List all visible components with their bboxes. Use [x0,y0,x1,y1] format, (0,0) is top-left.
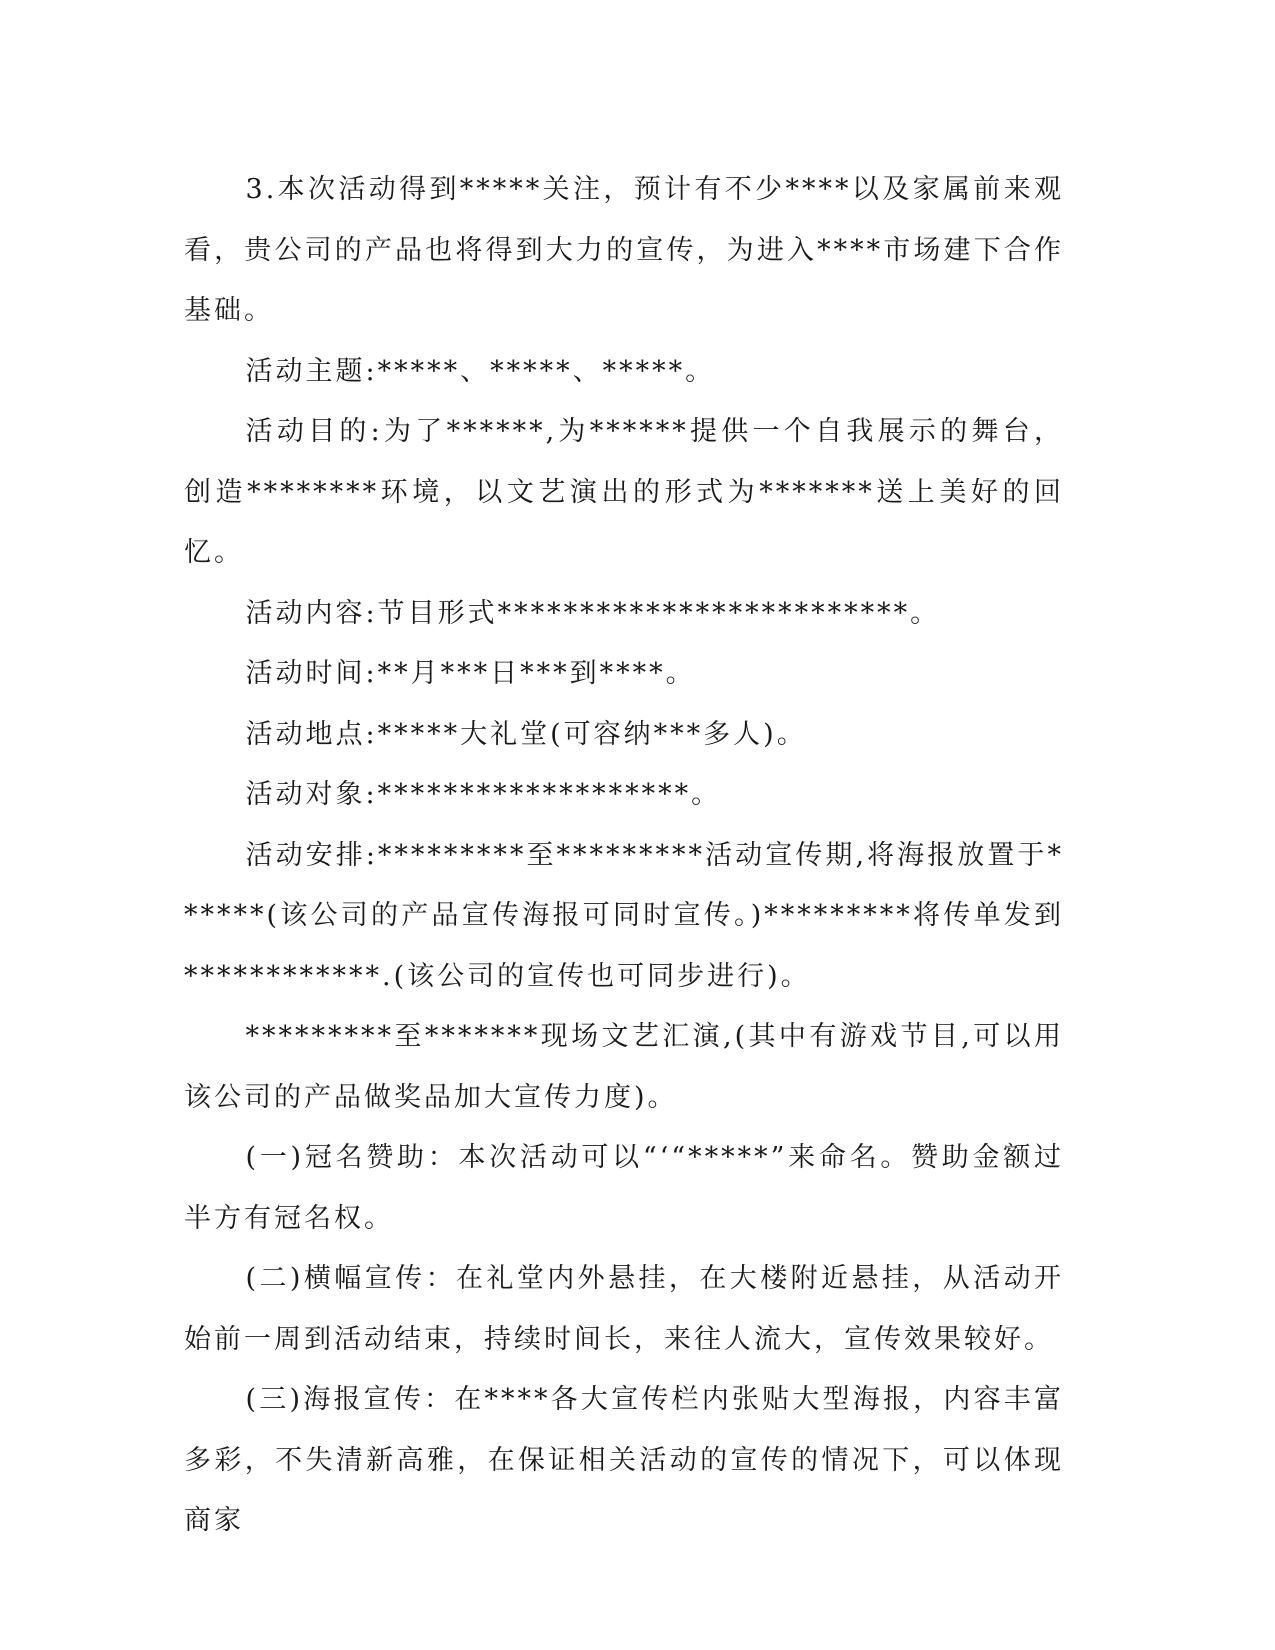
paragraph-performance: *********至*******现场文艺汇演,(其中有游戏节目,可以用该公司的产品做奖品加大宣传力度)。 [184,1021,1064,1113]
paragraph-content: 活动内容:节目形式*************************。 [245,597,941,629]
paragraph-audience: 活动对象:*******************。 [245,779,722,810]
paragraph-poster-promotion: (三)海报宣传：在****各大宣传栏内张贴大型海报，内容丰富多彩，不失清新高雅，在保证相关活动的宣传的情况下，可以体现商家 [184,1384,1064,1536]
paragraph-theme: 活动主题:*****、*****、*****。 [245,355,716,387]
paragraph-banner-promotion: (二)横幅宣传：在礼堂内外悬挂，在大楼附近悬挂，从活动开始前一周到活动结束，持续时间长，来往人流大，宣传效果较好。 [184,1263,1064,1355]
paragraph-purpose: 活动目的:为了******,为******提供一个自我展示的舞台，创造********环境，以文艺演出的形式为*******送上美好的回忆。 [184,416,1064,568]
paragraph-time: 活动时间:**月***日***到****。 [245,658,696,689]
document-body [184,160,1064,1552]
paragraph-schedule: 活动安排:*********至*********活动宣传期,将海报放置于******(该公司的产品宣传海报可同时宣传。)*********将传单发到************.(该公司的宣传也可同步进行)。 [184,839,1064,992]
paragraph-title-sponsorship: (一)冠名赞助：本次活动可以“‘“*****”来命名。赞助金额过半方有冠名权。 [184,1142,1064,1234]
paragraph-intro-benefit: 3.本次活动得到*****关注，预计有不少****以及家属前来观看，贵公司的产品也将得到大力的宣传，为进入****市场建下合作基础。 [184,174,1064,326]
paragraph-location: 活动地点:*****大礼堂(可容纳***多人)。 [245,718,807,750]
